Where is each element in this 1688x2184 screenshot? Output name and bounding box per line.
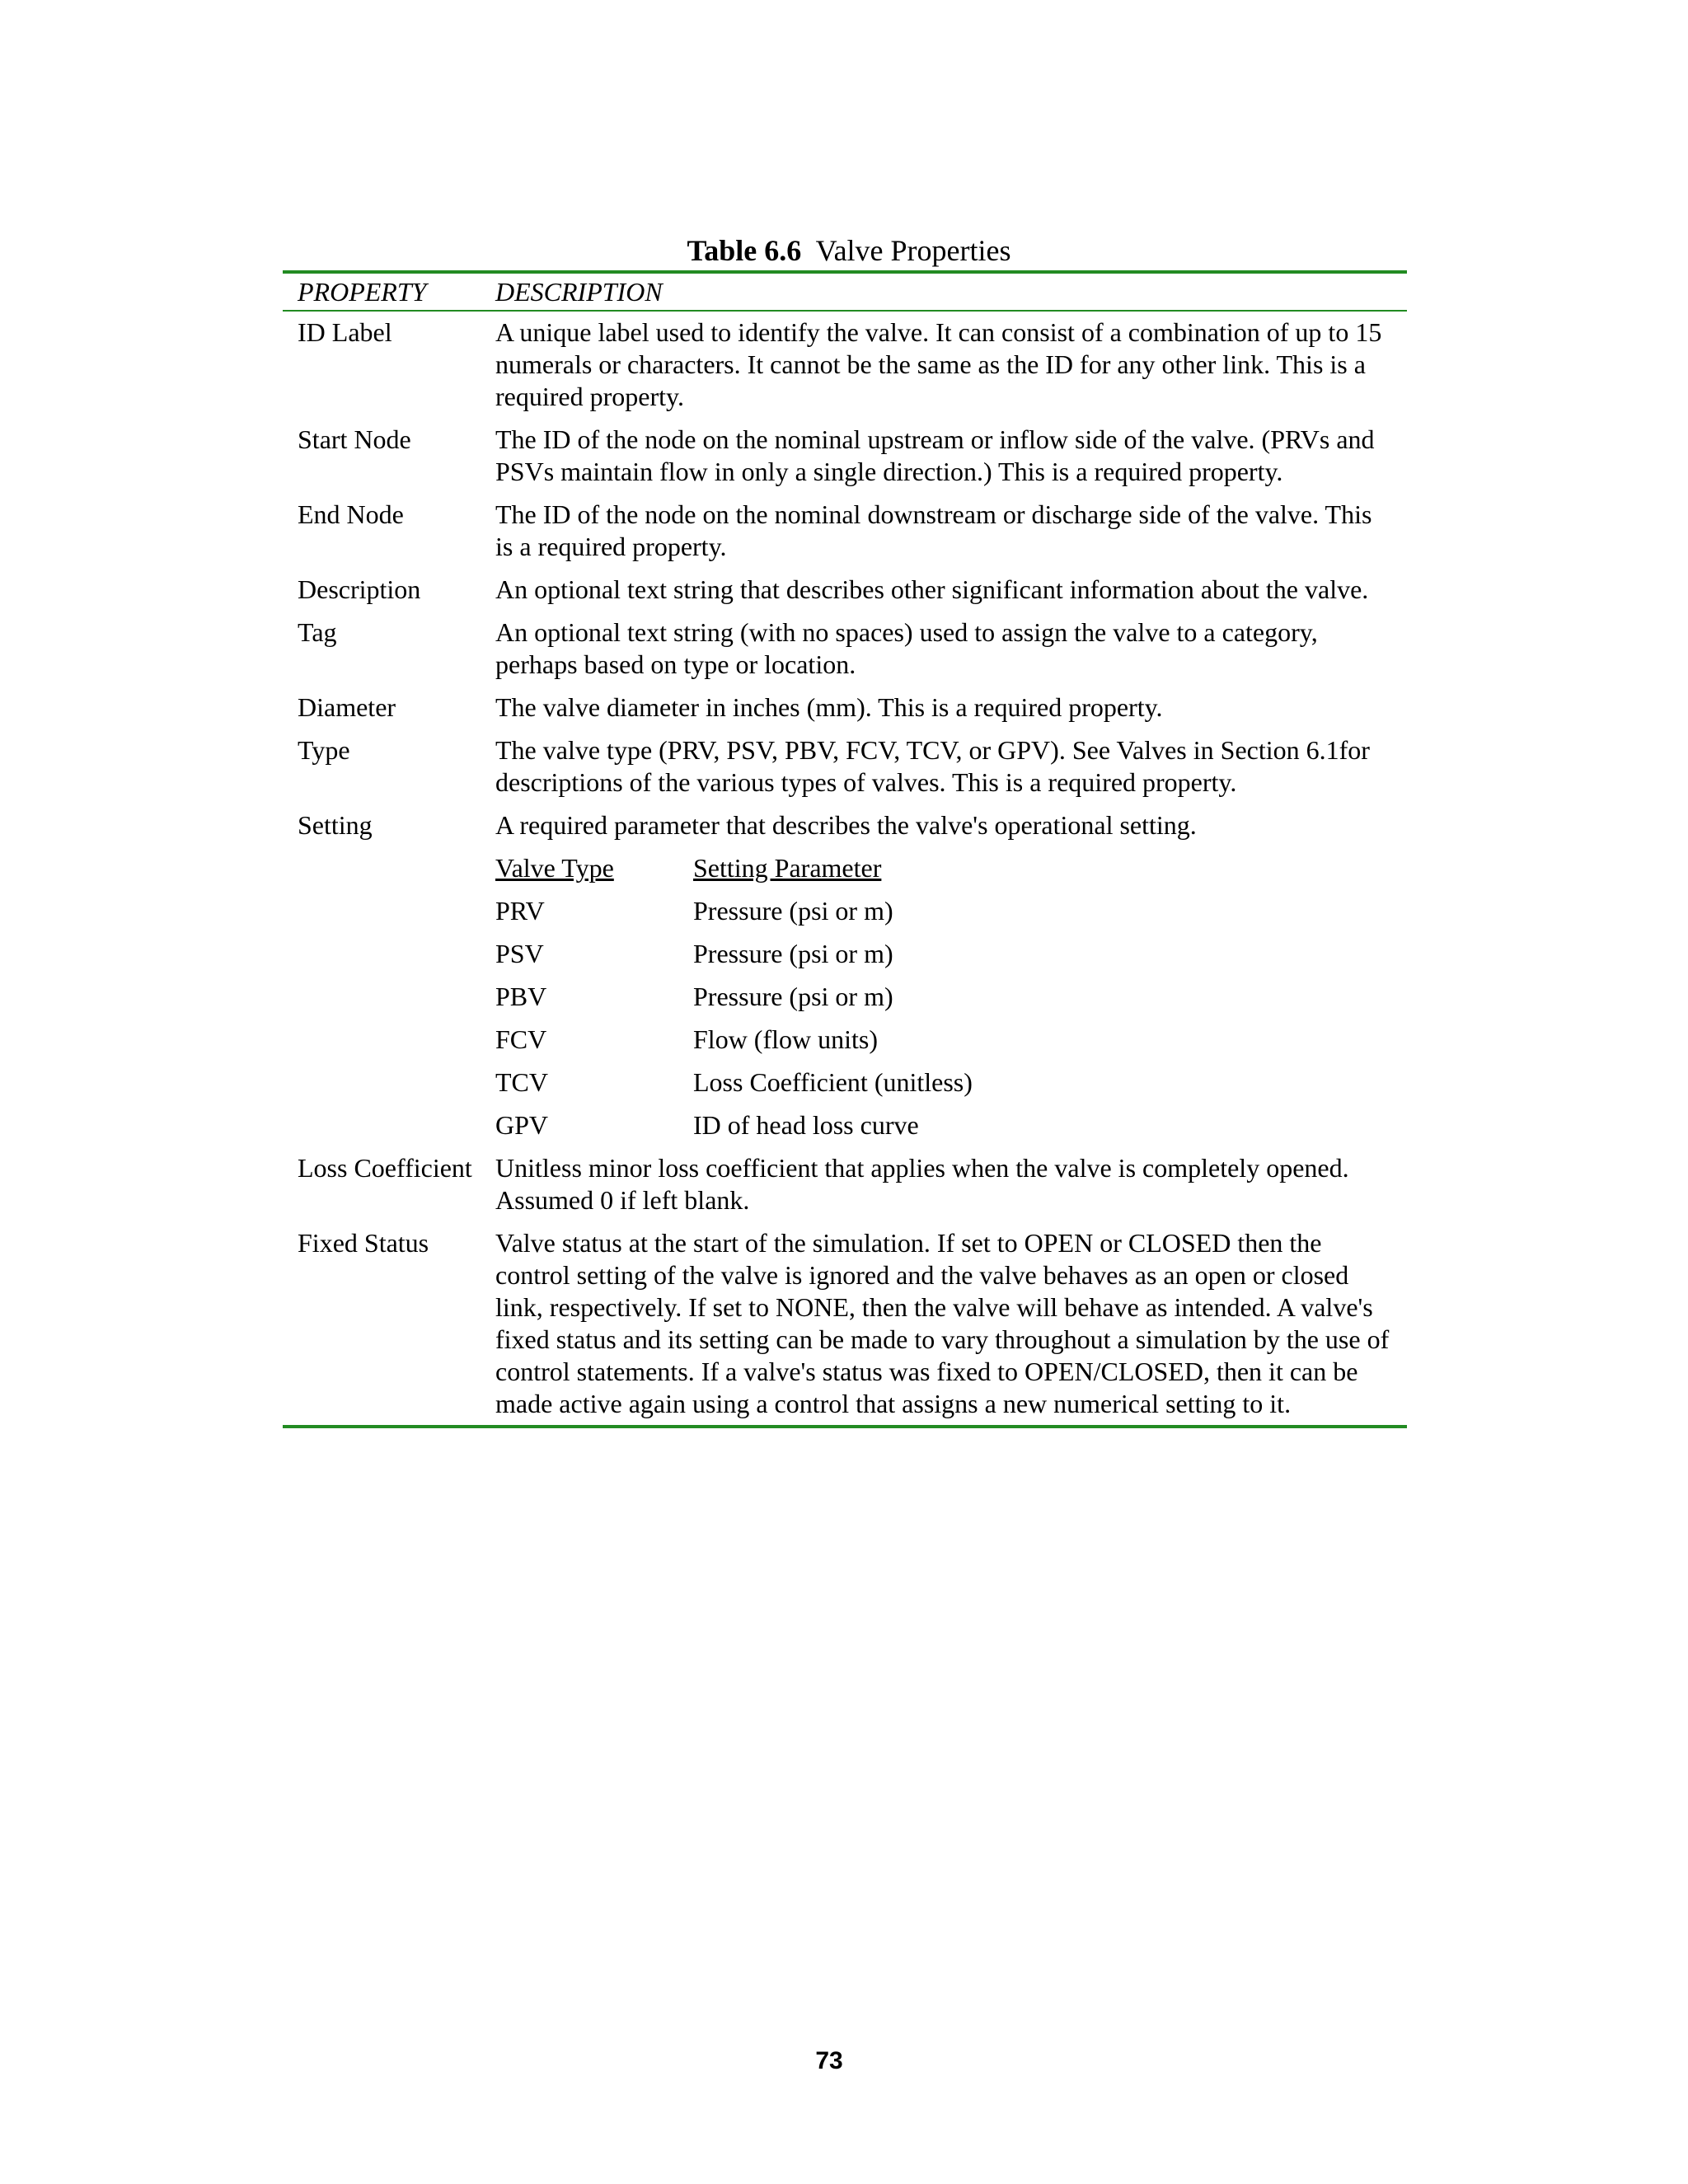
header-property: PROPERTY	[298, 276, 427, 307]
table-row	[283, 316, 1407, 413]
property-description: An optional text string (with no spaces) used to assign the valve to a category, perhaps based on type or location.	[495, 617, 1318, 679]
property-name: Diameter	[298, 692, 396, 722]
subtable-header-valve-type: Valve Type	[495, 853, 614, 883]
setting-parameter: Pressure (psi or m)	[693, 939, 893, 968]
table-row	[283, 424, 1407, 488]
property-name: Fixed Status	[298, 1228, 429, 1258]
setting-parameter: Flow (flow units)	[693, 1024, 878, 1054]
property-name: Description	[298, 574, 421, 604]
setting-parameter: Pressure (psi or m)	[693, 896, 893, 926]
property-description: The valve diameter in inches (mm). This is a required property.	[495, 692, 1163, 722]
setting-cell	[495, 809, 1407, 1141]
subtable-header-setting-parameter: Setting Parameter	[693, 853, 882, 883]
property-name: Start Node	[298, 424, 411, 454]
table-row	[283, 734, 1407, 799]
valve-type: FCV	[495, 1024, 547, 1054]
header-description: DESCRIPTION	[495, 276, 663, 307]
subtable-row	[495, 1066, 1390, 1099]
valve-type: PBV	[495, 982, 547, 1011]
property-name: ID Label	[298, 317, 392, 347]
table-row	[283, 499, 1407, 563]
page-number: 73	[815, 2047, 843, 2074]
valve-type: GPV	[495, 1110, 549, 1140]
subtable-row	[495, 981, 1390, 1013]
table-row	[283, 1152, 1407, 1216]
subtable-row	[495, 1024, 1390, 1056]
subtable-header-row	[495, 852, 1390, 884]
table-title: Valve Properties	[815, 234, 1011, 267]
property-name: Tag	[298, 617, 337, 647]
setting-parameter: Pressure (psi or m)	[693, 982, 893, 1011]
table-row	[283, 616, 1407, 681]
valve-type: PRV	[495, 896, 545, 926]
table-header-row	[283, 274, 1407, 310]
property-description: A unique label used to identify the valve. It can consist of a combination of up to 15 numerals or characters. It cannot be the same as the ID for any other link. This is a required property.	[495, 317, 1382, 411]
setting-subtable	[495, 852, 1390, 1141]
property-description: Unitless minor loss coefficient that applies when the valve is completely opened. Assumed 0 if left blank.	[495, 1153, 1349, 1215]
table-row	[283, 574, 1407, 606]
property-name: Type	[298, 735, 350, 765]
property-name: Setting	[298, 810, 373, 840]
property-description: An optional text string that describes other significant information about the valve.	[495, 574, 1369, 604]
valve-properties-table	[283, 232, 1407, 1428]
subtable-row	[495, 1109, 1390, 1141]
property-name: Loss Coefficient	[298, 1153, 472, 1183]
subtable-row	[495, 895, 1390, 927]
property-description: The ID of the node on the nominal upstream or inflow side of the valve. (PRVs and PSVs maintain flow in only a single direction.) This is a required property.	[495, 424, 1375, 486]
property-description: Valve status at the start of the simulation. If set to OPEN or CLOSED then the control setting of the valve is ignored and the valve behaves as an open or closed link, respectively. If set to NONE, then the valve will behave as intended. A valve's fixed status and its setting can be made to vary throughout a simulation by the use of control statements. If a valve's status was fixed to OPEN/CLOSED, then it can be made active again using a control that assigns a new numerical setting to it.	[495, 1228, 1390, 1418]
table-row-setting	[283, 809, 1407, 1141]
property-description: A required parameter that describes the valve's operational setting.	[495, 810, 1197, 840]
property-name: End Node	[298, 499, 404, 529]
setting-parameter: ID of head loss curve	[693, 1110, 919, 1140]
property-description: The valve type (PRV, PSV, PBV, FCV, TCV, or GPV). See Valves in Section 6.1for descriptions of the various types of valves. This is a required property.	[495, 735, 1370, 797]
bottom-rule	[283, 1425, 1407, 1428]
table-row	[283, 1227, 1407, 1420]
subtable-row	[495, 938, 1390, 970]
table-row	[283, 691, 1407, 724]
table-caption	[283, 232, 1407, 270]
valve-type: TCV	[495, 1067, 548, 1097]
valve-type: PSV	[495, 939, 544, 968]
property-description: The ID of the node on the nominal downstream or discharge side of the valve. This is a required property.	[495, 499, 1372, 561]
setting-parameter: Loss Coefficient (unitless)	[693, 1067, 973, 1097]
table-body	[283, 312, 1407, 1420]
table-number: Table 6.6	[687, 234, 802, 267]
